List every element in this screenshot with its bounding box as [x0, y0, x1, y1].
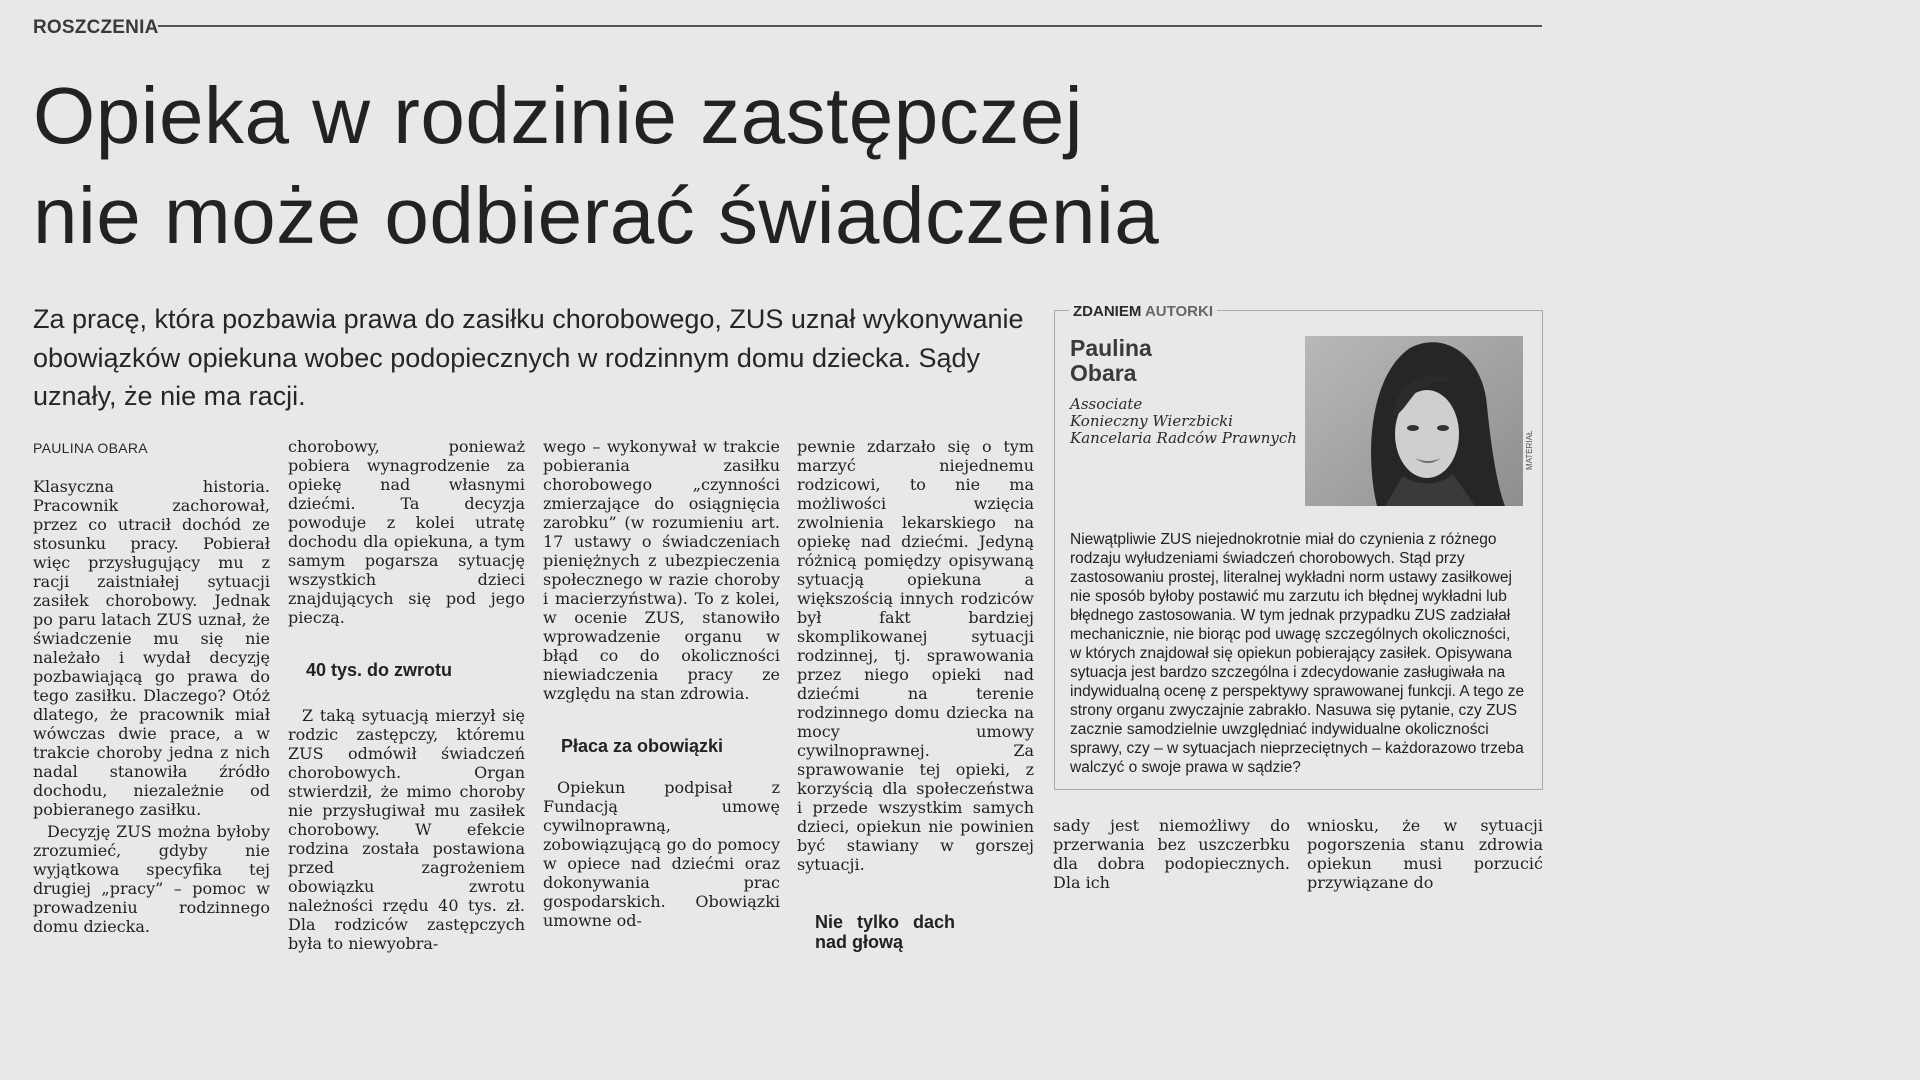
- author-first-name: Paulina: [1070, 335, 1152, 361]
- opinion-label-bold: ZDANIEM: [1073, 303, 1142, 320]
- article-column-6: [1307, 816, 1543, 892]
- article-column-5: [1053, 816, 1290, 892]
- opinion-label: [1069, 303, 1217, 320]
- author-role-line: Konieczny Wierzbicki: [1070, 412, 1233, 430]
- paragraph: Opiekun podpisał z Fundacją umowę cywilnoprawną, zobowiązującą go do pomocy w opiece nad dziećmi oraz dokonywania prac gospodarskich. Obowiązki umowne od-: [543, 778, 780, 930]
- article-column-2: [288, 437, 525, 953]
- author-last-name: Obara: [1070, 360, 1137, 386]
- headline-line-2: nie może odbierać świadczenia: [33, 171, 1160, 260]
- headline-line-1: Opieka w rodzinie zastępczej: [33, 71, 1084, 160]
- paragraph: chorobowy, ponieważ pobiera wynagrodzenie za opiekę nad własnymi dziećmi. Ta decyzja powoduje z kolei utratę dochodu dla opiekuna, a tym samym pogarsza sytuację wszystkich dzieci znajdujących się pod jego pieczą.: [288, 437, 525, 627]
- paragraph: wego – wykonywał w trakcie pobierania zasiłku chorobowego „czynności zmierzające do osiągnięcia zarobku” (w rozumieniu art. 17 ustawy o świadczeniach pieniężnych z ubezpieczenia społecznego w razie choroby i macierzyństwa). To z kolei, w ocenie ZUS, stanowiło wprowadzenie organu w błąd co do okoliczności niewiadczenia pracy ze względu na stan zdrowia.: [543, 437, 780, 703]
- photo-credit: MATERIAŁ: [1525, 430, 1534, 470]
- paragraph: Klasyczna historia. Pracownik zachorował, przez co utracił dochód ze stosunku pracy. Pobierał więc przysługujący mu z racji zaistniałej sytuacji zasiłek chorobowy. Jednak po paru latach ZUS uznał, że świadczenie mu się nie należało i wydał decyzję pozbawiającą go prawa do tego zasiłku. Dlaczego? Otóż dlatego, że pracownik miał wówczas dwie prace, a w trakcie choroby jedna z nich nadal stanowiła źródło dochodu, niezależnie od pobieranego zasiłku.: [33, 477, 270, 819]
- subheading: 40 tys. do zwrotu: [306, 660, 453, 680]
- author-portrait-image: [1305, 336, 1523, 506]
- byline: PAULINA OBARA: [33, 440, 148, 456]
- article-column-3: [543, 437, 780, 930]
- subheading: Płaca za obowiązki: [561, 736, 724, 756]
- paragraph: sady jest niemożliwy do przerwania bez uszczerbku dla dobra podopiecznych. Dla ich: [1053, 816, 1290, 892]
- lead-paragraph: Za pracę, która pozbawia prawa do zasiłku chorobowego, ZUS uznał wykonywanie obowiązków opiekuna wobec podopiecznych w rodzinnym domu dziecka. Sądy uznały, że nie ma racji.: [33, 304, 1024, 411]
- opinion-label-light: AUTORKI: [1144, 303, 1214, 320]
- author-role-line: Associate: [1070, 395, 1143, 413]
- author-role: [1070, 396, 1297, 447]
- paragraph: pewnie zdarzało się o tym marzyć niejednemu rodzicowi, to nie ma możliwości wzięcia zwolnienia lekarskiego na opiekę nad dziećmi. Jedyną różnicą pomiędzy opisywaną sytuacją opiekuna a większością innych rodziców był fakt bardziej skomplikowanej sytuacji rodzinnej, tj. sprawowania przez niego opieki nad dziećmi na terenie rodzinnego domu dziecka na mocy umowy cywilnoprawnej. Za sprawowanie tej opieki, z korzyścią dla społeczeństwa i przede wszystkim samych dzieci, opiekun nie powinien być stawiany w gorszej sytuacji.: [797, 437, 1034, 874]
- opinion-text: Niewątpliwie ZUS niejednokrotnie miał do czynienia z różnego rodzaju wyłudzeniami świadczeń chorobowych. Stąd przy zastosowaniu prostej, literalnej wykładni norm ustawy zasiłkowej nie sposób byłoby postawić mu zarzutu ich błędnej wykładni lub błędnego zastosowania. W tym jednak przypadku ZUS zadziałał mechanicznie, nie biorąc pod uwagę szczególnych okoliczności, w których znajdował się opiekun pobierający zasiłek. Opisywana sytuacja jest bardzo szczególna i zdecydowanie zasługiwała na indywidualną ocenę z perspektywy sprawowanej funkcji. A tego ze strony organu zwyczajnie zabrakło. Nasuwa się pytanie, czy ZUS zacznie samodzielnie uwzględniać indywidualne okoliczności sprawy, czy – w sytuacjach nieprzeciętnych – każdorazowo trzeba walczyć o swoje prawa w sądzie?: [1070, 531, 1525, 776]
- author-name: [1070, 336, 1152, 386]
- author-photo: [1305, 336, 1523, 506]
- section-label: ROSZCZENIA: [33, 17, 159, 38]
- article-column-1: [33, 477, 270, 936]
- author-role-line: Kancelaria Radców Prawnych: [1070, 429, 1297, 447]
- paragraph: Decyzję ZUS można byłoby zrozumieć, gdyby nie wyjątkowa specyfika tej drugiej „pracy” – pomoc w prowadzeniu rodzinnego domu dziecka.: [33, 822, 270, 936]
- top-rule: [158, 25, 1542, 27]
- paragraph: Z taką sytuacją mierzył się rodzic zastępczy, któremu ZUS odmówił świadczeń chorobowych. Organ stwierdził, że mimo choroby nie przysługiwał mu zasiłek chorobowy. W efekcie rodzina została postawiona przed zagrożeniem obowiązku zwrotu należności rzędu 40 tys. zł. Dla rodziców zastępczych była to niewyobra-: [288, 706, 525, 953]
- article-column-4: [797, 437, 1034, 952]
- subheading: Nie tylko dach nad głową: [815, 912, 955, 952]
- headline: [33, 66, 1353, 266]
- paragraph: wniosku, że w sytuacji pogorszenia stanu zdrowia opiekun musi porzucić przywiązane do: [1307, 816, 1543, 892]
